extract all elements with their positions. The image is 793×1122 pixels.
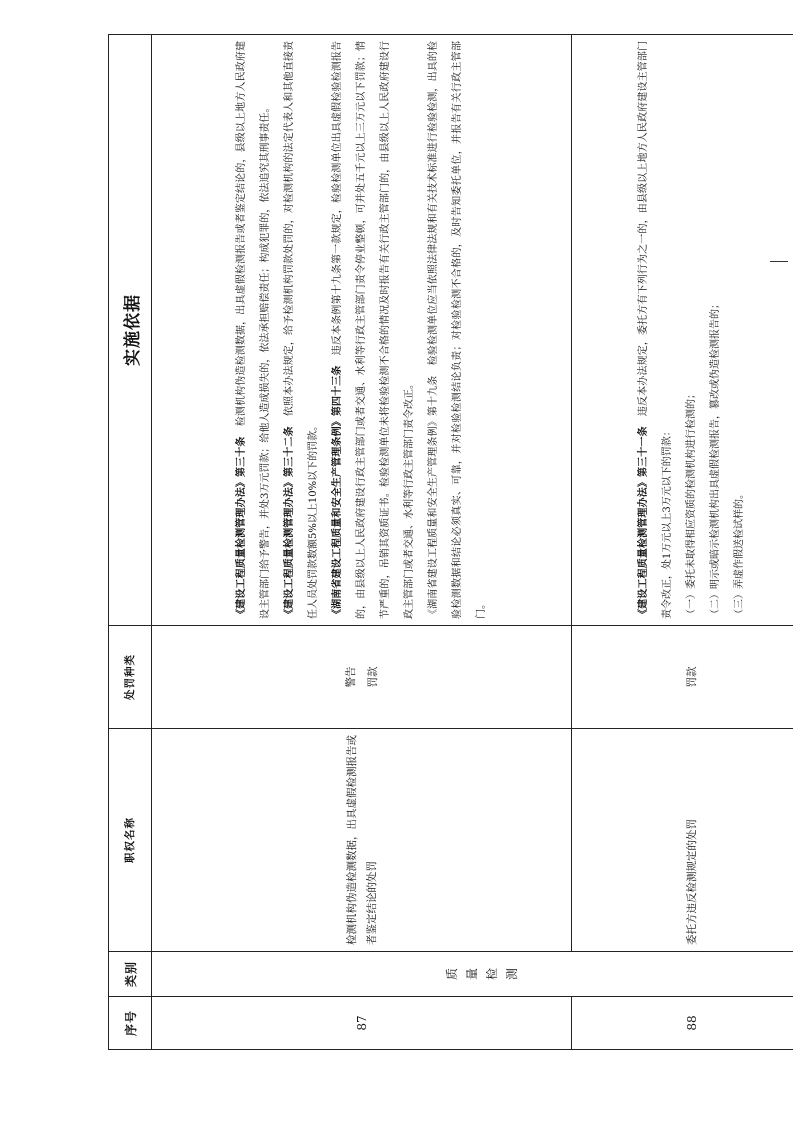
penalty-line: 警告 — [344, 666, 357, 688]
basis-paragraph: （三）弄虚作假送检试样的。 — [733, 489, 745, 619]
header-name: 职权名称 — [109, 729, 152, 952]
law-title: 《建设工程质量检测管理办法》第三十一条 — [637, 426, 649, 619]
basis-paragraph — [632, 41, 680, 619]
header-row — [109, 35, 152, 1050]
basis-paragraph — [422, 41, 494, 619]
law-title: 《建设工程质量检测管理办法》第三十二条 — [283, 426, 295, 619]
penalty-line: 罚款 — [366, 666, 379, 688]
basis-paragraph — [230, 41, 278, 619]
table-row — [572, 35, 793, 1050]
law-text: 违反本条例第十九条第一款规定，检验检测单位出具虚假检验检测报告的，由县级以上人民政府建设行政主管部门或者交通、水利等行政主管部门责令停业整顿，可并处五千元以上三万元以下罚款；情节严重的，吊销其资质证书。检验检测单位未将检验检测不合格的情况及时报告有关行政主管部门的，由县级以上人民政府建设行政主管部门或者交通、水利等行政主管部门责令改正。 — [331, 40, 415, 619]
category-label: 质量检测 — [444, 968, 519, 981]
row-name: 委托方违反检测规定的处罚 — [572, 729, 793, 952]
basis-paragraph: （一）委托未取得相应资质的检测机构进行检测的； — [685, 389, 697, 619]
penalty-line: 罚款 — [685, 666, 698, 688]
law-title: 《建设工程质量检测管理办法》第三十条 — [235, 436, 247, 619]
row-basis — [152, 35, 572, 626]
law-text: 违反本办法规定，委托方有下列行为之一的，由县级以上地方人民政府建设主管部门责令改正，处1万元以上3万元以下的罚款： — [637, 40, 673, 619]
row-basis — [572, 35, 793, 626]
row-no: 88 — [572, 997, 793, 1050]
header-category: 类别 — [109, 952, 152, 997]
law-title: 《湖南省建设工程质量和安全生产管理条例》第四十三条 — [331, 365, 343, 619]
row-penalty-type — [152, 626, 572, 729]
table-row — [152, 35, 572, 1050]
row-no: 87 — [152, 997, 572, 1050]
penalty-table — [108, 34, 793, 1050]
header-basis: 实施依据 — [109, 35, 152, 626]
basis-paragraph: （二）明示或暗示检测机构出具虚假检测报告，篡改或伪造检测报告的； — [709, 299, 721, 619]
law-text: 依照本办法规定，给予检测机构罚款处罚的，对检测机构的法定代表人和其他直接责任人员处罚款数额5%以上10%以下的罚款。 — [283, 40, 319, 619]
header-penalty-type: 处罚种类 — [109, 626, 152, 729]
law-text: 《湖南省建设工程质量和安全生产管理条例》第十九条 检验检测单位应当依照法律法规和有关技术标准进行检验检测，出具的检验检测数据和结论必须真实、可靠，并对检验检测结论负责；对检验检测不合格的，及时告知委托单位，并报告有关行政主管部门。 — [427, 41, 487, 619]
basis-paragraph — [278, 41, 326, 619]
law-text: 检测机构伪造检测数据，出具虚假检测报告或者鉴定结论的，县级以上地方人民政府建设主管部门给予警告，并处3万元罚款；给他人造成损失的，依法承担赔偿责任；构成犯罪的，依法追究其刑事责任。 — [235, 40, 271, 619]
header-no: 序号 — [109, 997, 152, 1050]
category-cell — [152, 952, 793, 997]
row-penalty-type — [572, 626, 793, 729]
basis-paragraph — [326, 41, 422, 619]
row-name: 检测机构伪造检测数据，出具虚假检测报告或者鉴定结论的处罚 — [152, 729, 572, 952]
